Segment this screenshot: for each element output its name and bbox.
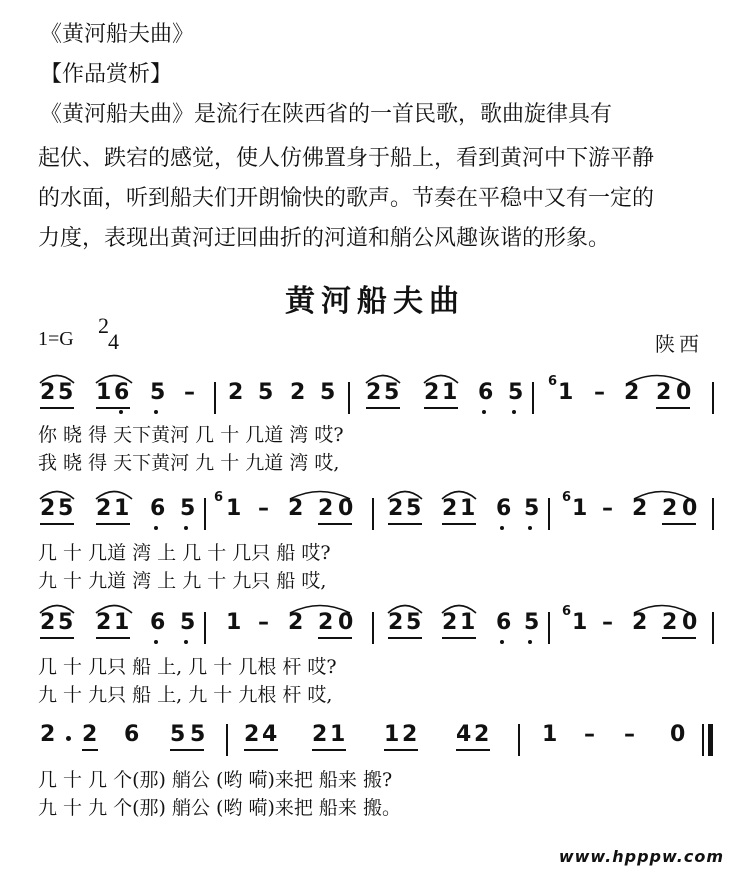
note: 1 xyxy=(442,380,458,405)
beam-underline xyxy=(442,523,476,525)
note: – xyxy=(258,496,269,521)
note: 5 xyxy=(170,722,186,747)
barline xyxy=(712,612,714,644)
note: 2 xyxy=(96,496,112,521)
note: 2 xyxy=(388,496,404,521)
note: 2 xyxy=(40,610,56,635)
note: 2 xyxy=(290,380,306,405)
grace-note: 6 xyxy=(548,374,558,389)
note: 0 xyxy=(338,496,354,521)
low-octave-dot xyxy=(119,410,123,414)
lyric-line: 我 晓 得 天下黄河 九 十 九道 湾 哎, xyxy=(38,452,340,474)
beam-underline xyxy=(96,407,130,409)
lyric-line: 九 十 九只 船 上, 九 十 九根 杆 哎, xyxy=(38,684,333,706)
low-octave-dot xyxy=(184,526,188,530)
beam-underline xyxy=(40,407,74,409)
beam-underline xyxy=(318,523,352,525)
low-octave-dot xyxy=(512,410,516,414)
note: 2 xyxy=(632,610,648,635)
note: – xyxy=(184,380,195,405)
note: 2 xyxy=(442,496,458,521)
beam-underline xyxy=(424,407,458,409)
note: 5 xyxy=(258,380,274,405)
song-title: 黄河船夫曲 xyxy=(285,284,465,319)
note: 5 xyxy=(406,610,422,635)
note: 1 xyxy=(114,496,130,521)
note: 2 xyxy=(632,496,648,521)
note: 6 xyxy=(150,610,166,635)
slur xyxy=(40,602,74,614)
note: 0 xyxy=(676,380,692,405)
barline xyxy=(226,724,228,756)
beam-underline xyxy=(662,637,696,639)
note: 5 xyxy=(180,610,196,635)
barline xyxy=(532,382,534,414)
intro-paragraph-line: 起伏、跌宕的感觉，使人仿佛置身于船上，看到黄河中下游平静 xyxy=(38,146,655,171)
time-bottom: 4 xyxy=(108,329,119,354)
beam-underline xyxy=(388,523,422,525)
note: 4 xyxy=(456,722,472,747)
note: 5 xyxy=(524,610,540,635)
note: 2 xyxy=(388,610,404,635)
note: 2 xyxy=(366,380,382,405)
slur xyxy=(388,488,422,500)
note: 1 xyxy=(460,496,476,521)
note: 5 xyxy=(150,380,166,405)
low-octave-dot xyxy=(154,640,158,644)
beam-underline xyxy=(170,749,204,751)
note: 1 xyxy=(572,610,588,635)
beam-underline xyxy=(318,637,352,639)
slur xyxy=(442,602,476,614)
note: 1 xyxy=(96,380,112,405)
note: 5 xyxy=(406,496,422,521)
note: 2 xyxy=(40,380,56,405)
beam-underline xyxy=(40,523,74,525)
note: 2 xyxy=(82,722,98,747)
note: 0 xyxy=(682,496,698,521)
lyric-line: 九 十 九 个(那) 艄公 (哟 嗬)来把 船来 搬。 xyxy=(38,797,401,819)
slur xyxy=(388,602,422,614)
note: 1 xyxy=(542,722,558,747)
grace-note: 6 xyxy=(214,490,224,505)
slur xyxy=(96,488,132,500)
final-barline xyxy=(708,724,713,756)
barline xyxy=(372,498,374,530)
note: – xyxy=(584,722,595,747)
note: – xyxy=(624,722,635,747)
low-octave-dot xyxy=(500,640,504,644)
note: 5 xyxy=(58,610,74,635)
low-octave-dot xyxy=(184,640,188,644)
note: 2 xyxy=(40,496,56,521)
note: 5 xyxy=(320,380,336,405)
intro-paragraph-line: 的水面，听到船夫们开朗愉快的歌声。节奏在平稳中又有一定的 xyxy=(38,186,655,211)
barline xyxy=(348,382,350,414)
note: 2 xyxy=(318,610,334,635)
note: 1 xyxy=(226,496,242,521)
note: 0 xyxy=(338,610,354,635)
beam-underline xyxy=(662,523,696,525)
barline xyxy=(372,612,374,644)
note: 6 xyxy=(150,496,166,521)
time-signature xyxy=(98,313,119,354)
key-signature: 1=G xyxy=(38,328,74,350)
low-octave-dot xyxy=(528,640,532,644)
note: 6 xyxy=(114,380,130,405)
note: 2 xyxy=(40,722,56,747)
note: 2 xyxy=(474,722,490,747)
augmentation-dot xyxy=(66,736,71,741)
note: 1 xyxy=(460,610,476,635)
note: 5 xyxy=(180,496,196,521)
barline xyxy=(518,724,520,756)
beam-underline xyxy=(312,749,346,751)
beam-underline xyxy=(40,637,74,639)
slur xyxy=(96,372,132,384)
note: 6 xyxy=(496,496,512,521)
beam-underline xyxy=(384,749,418,751)
note: 2 xyxy=(312,722,328,747)
note: 1 xyxy=(572,496,588,521)
beam-underline xyxy=(366,407,400,409)
intro-heading: 《黄河船夫曲》 xyxy=(40,22,195,47)
note: 2 xyxy=(244,722,260,747)
note: 0 xyxy=(670,722,686,747)
barline xyxy=(702,724,704,756)
beam-underline xyxy=(456,749,490,751)
slur xyxy=(424,372,458,384)
barline xyxy=(204,498,206,530)
note: 5 xyxy=(58,496,74,521)
note: 0 xyxy=(682,610,698,635)
note: 2 xyxy=(662,496,678,521)
note: – xyxy=(594,380,605,405)
note: 1 xyxy=(226,610,242,635)
beam-underline xyxy=(82,749,98,751)
note: 1 xyxy=(330,722,346,747)
slur xyxy=(442,488,476,500)
intro-paragraph-line: 力度，表现出黄河迂回曲折的河道和艄公风趣诙谐的形象。 xyxy=(38,226,611,251)
intro-section-label: 【作品赏析】 xyxy=(40,62,173,87)
note: 5 xyxy=(384,380,400,405)
lyric-line: 九 十 九道 湾 上 九 十 九只 船 哎, xyxy=(38,570,327,592)
low-octave-dot xyxy=(528,526,532,530)
barline xyxy=(214,382,216,414)
beam-underline xyxy=(442,637,476,639)
note: 5 xyxy=(58,380,74,405)
lyric-line: 几 十 几道 湾 上 几 十 几只 船 哎? xyxy=(38,542,331,564)
note: – xyxy=(602,610,613,635)
note: 2 xyxy=(288,496,304,521)
note: 2 xyxy=(228,380,244,405)
note: 2 xyxy=(662,610,678,635)
barline xyxy=(548,612,550,644)
beam-underline xyxy=(388,637,422,639)
note: 2 xyxy=(656,380,672,405)
note: 2 xyxy=(318,496,334,521)
note: 1 xyxy=(114,610,130,635)
note: 1 xyxy=(558,380,574,405)
slur xyxy=(40,488,74,500)
song-region: 陕西 xyxy=(655,332,703,356)
note: 2 xyxy=(424,380,440,405)
time-top: 2 xyxy=(98,313,109,338)
beam-underline xyxy=(96,523,130,525)
low-octave-dot xyxy=(482,410,486,414)
watermark: www.hpppw.com xyxy=(558,847,724,866)
lyric-line: 几 十 几只 船 上, 几 十 几根 杆 哎? xyxy=(38,656,337,678)
intro-paragraph-line: 《黄河船夫曲》是流行在陕西省的一首民歌，歌曲旋律具有 xyxy=(40,102,613,127)
note: – xyxy=(602,496,613,521)
lyric-line: 你 晓 得 天下黄河 几 十 几道 湾 哎? xyxy=(38,424,344,446)
slur xyxy=(366,372,400,384)
lyric-line: 几 十 几 个(那) 艄公 (哟 嗬)来把 船来 搬? xyxy=(38,769,393,791)
note: 6 xyxy=(478,380,494,405)
beam-underline xyxy=(656,407,690,409)
slur xyxy=(96,602,132,614)
note: 2 xyxy=(288,610,304,635)
note: 2 xyxy=(96,610,112,635)
barline xyxy=(712,498,714,530)
note: 6 xyxy=(496,610,512,635)
beam-underline xyxy=(96,637,130,639)
beam-underline xyxy=(244,749,278,751)
note: – xyxy=(258,610,269,635)
note: 6 xyxy=(124,722,140,747)
low-octave-dot xyxy=(154,410,158,414)
note: 5 xyxy=(190,722,206,747)
note: 5 xyxy=(524,496,540,521)
note: 4 xyxy=(262,722,278,747)
note: 5 xyxy=(508,380,524,405)
grace-note: 6 xyxy=(562,604,572,619)
note: 2 xyxy=(624,380,640,405)
low-octave-dot xyxy=(500,526,504,530)
barline xyxy=(712,382,714,414)
grace-note: 6 xyxy=(562,490,572,505)
note: 2 xyxy=(442,610,458,635)
note: 2 xyxy=(402,722,418,747)
note: 1 xyxy=(384,722,400,747)
low-octave-dot xyxy=(154,526,158,530)
slur xyxy=(40,372,74,384)
barline xyxy=(204,612,206,644)
barline xyxy=(548,498,550,530)
